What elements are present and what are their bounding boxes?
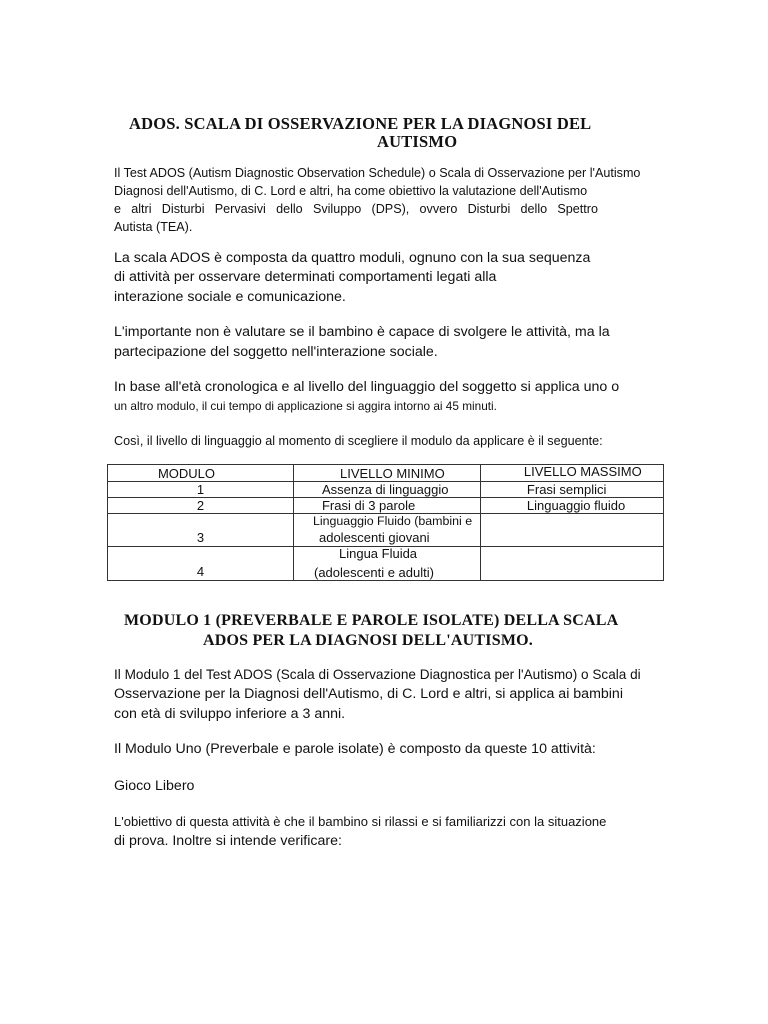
intro-line-1: Il Test ADOS (Autism Diagnostic Observation Schedule) o Scala di Osservazione per l'Autismo	[114, 166, 641, 180]
intro-line-3: e altri Disturbi Pervasivi dello Sviluppo (DPS), ovvero Disturbi dello Spettro	[114, 202, 598, 216]
module1-intro-line-3: con età di sviluppo inferiore a 3 anni.	[114, 706, 346, 722]
cell-modulo: 3	[108, 514, 294, 547]
page-title-line-1: ADOS. SCALA DI OSSERVAZIONE PER LA DIAGNOSI DEL	[129, 114, 592, 133]
module1-activities: Il Modulo Uno (Preverbale e parole isolate) è composto da queste 10 attività:	[114, 741, 596, 757]
age-line-2: un altro modulo, il cui tempo di applicazione si aggira intorno ai 45 minuti.	[114, 399, 497, 413]
cell-livello-massimo	[480, 514, 663, 547]
activity-desc-line-2: di prova. Inoltre si intende verificare:	[114, 833, 342, 849]
table-header-row	[108, 465, 664, 482]
cell-livello-minimo: Assenza di linguaggio	[293, 482, 480, 498]
so-paragraph: Così, il livello di linguaggio al momento di scegliere il modulo da applicare è il seguente:	[114, 434, 603, 448]
table-row	[108, 482, 664, 498]
cell-modulo: 1	[108, 482, 294, 498]
composition-line-2: di attività per osservare determinati comportamenti legati alla	[114, 269, 497, 285]
intro-line-4: Autista (TEA).	[114, 220, 193, 234]
table-row	[108, 498, 664, 514]
levels-table	[107, 464, 664, 581]
header-livello-minimo: LIVELLO MINIMO	[293, 465, 480, 482]
cell-modulo: 2	[108, 498, 294, 514]
composition-line-3: interazione sociale e comunicazione.	[114, 289, 346, 305]
table-row	[108, 514, 664, 547]
cell-livello-minimo: Linguaggio Fluido (bambini e adolescenti giovani	[293, 514, 480, 547]
intro-line-2: Diagnosi dell'Autismo, di C. Lord e altri, ha come obiettivo la valutazione dell'Autismo	[114, 184, 588, 198]
module1-intro-line-2: Osservazione per la Diagnosi dell'Autismo, di C. Lord e altri, si applica ai bambini	[114, 686, 623, 702]
cell-modulo: 4	[108, 547, 294, 581]
cell-livello-massimo: Linguaggio fluido	[480, 498, 663, 514]
important-line-1: L'importante non è valutare se il bambino è capace di svolgere le attività, ma la	[114, 324, 610, 340]
cell-livello-massimo	[480, 547, 663, 581]
age-line-1: In base all'età cronologica e al livello del linguaggio del soggetto si applica uno o	[114, 379, 620, 395]
cell-livello-minimo: Lingua Fluida (adolescenti e adulti)	[293, 547, 480, 581]
header-modulo: MODULO	[108, 465, 294, 482]
activity-title: Gioco Libero	[114, 778, 195, 794]
cell-livello-massimo: Frasi semplici	[480, 482, 663, 498]
module1-intro-line-1: Il Modulo 1 del Test ADOS (Scala di Osservazione Diagnostica per l'Autismo) o Scala di	[114, 667, 641, 682]
cell-livello-minimo: Frasi di 3 parole	[293, 498, 480, 514]
section2-title-line-2: ADOS PER LA DIAGNOSI DELL'AUTISMO.	[203, 632, 533, 649]
header-livello-massimo: LIVELLO MASSIMO	[480, 465, 663, 482]
important-line-2: partecipazione del soggetto nell'interazione sociale.	[114, 344, 438, 360]
page-title-line-2: AUTISMO	[377, 132, 458, 151]
composition-line-1: La scala ADOS è composta da quattro moduli, ognuno con la sua sequenza	[114, 250, 591, 266]
activity-desc-line-1: L'obiettivo di questa attività è che il bambino si rilassi e si familiarizzi con la situazione	[114, 814, 607, 829]
section2-title-line-1: MODULO 1 (PREVERBALE E PAROLE ISOLATE) DELLA SCALA	[124, 612, 619, 629]
table-row	[108, 547, 664, 581]
